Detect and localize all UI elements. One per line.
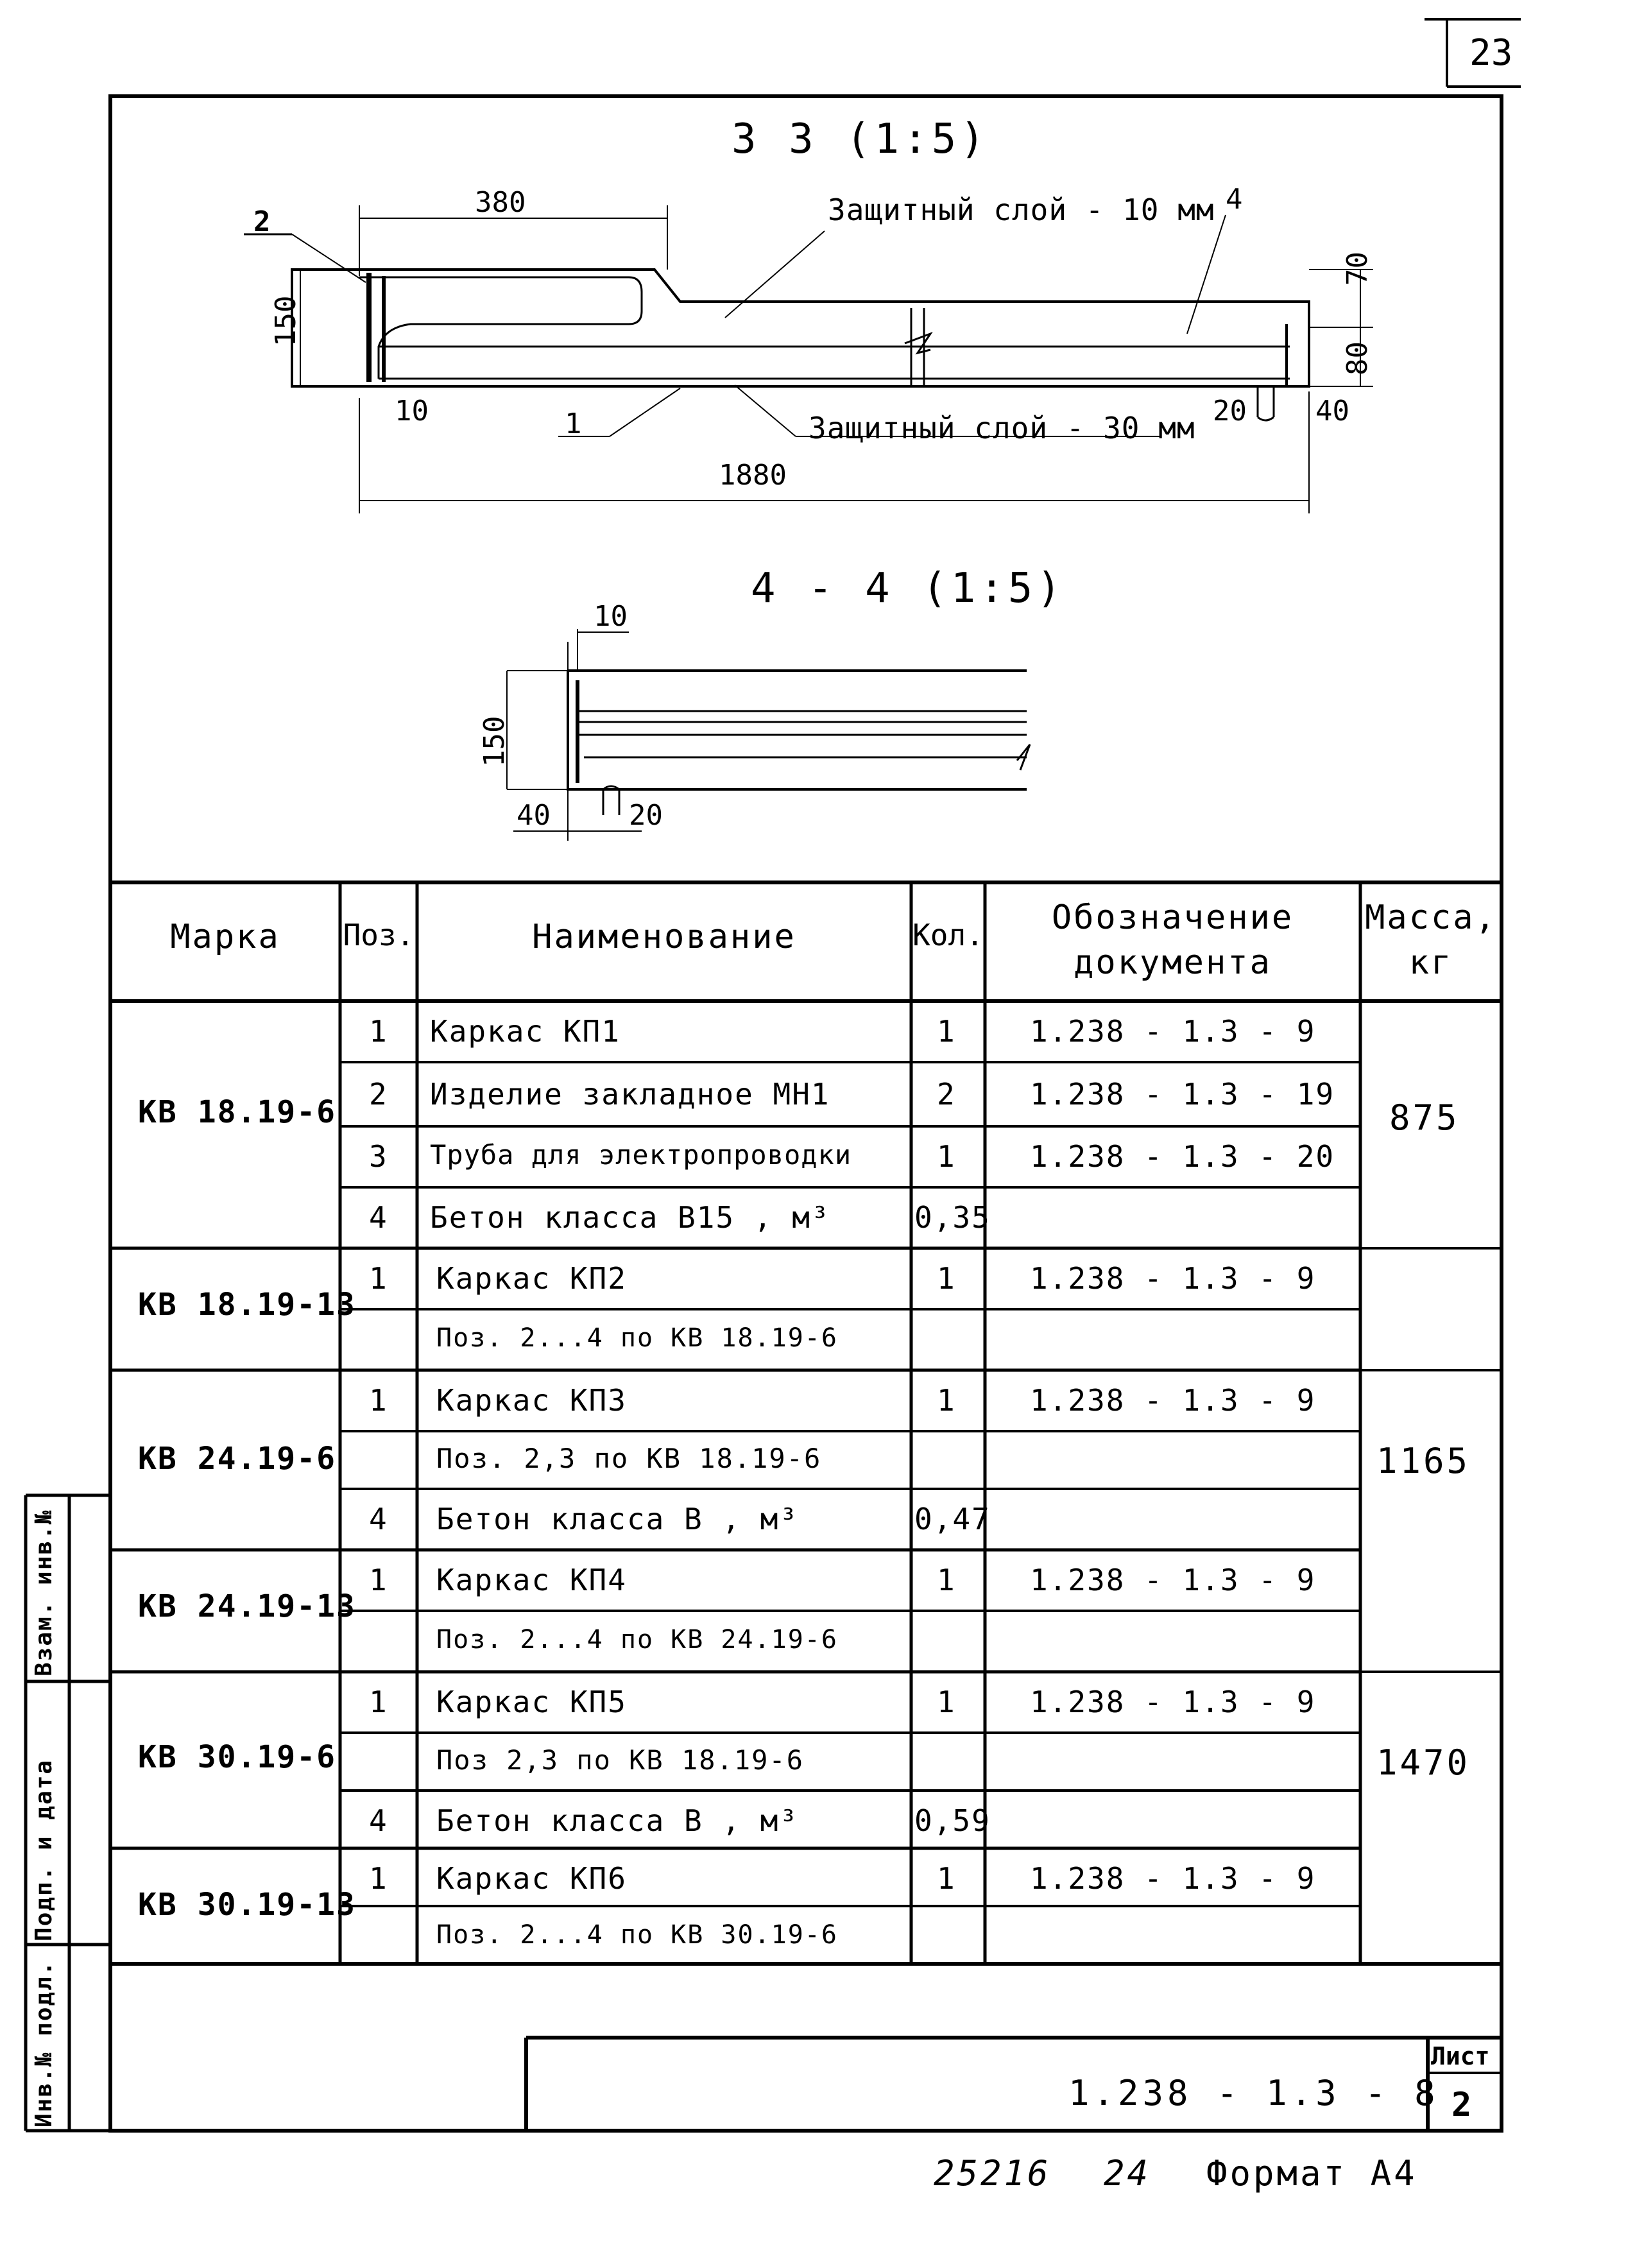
side-stamp-inv-orig: Инв.№ подл. (31, 1960, 57, 2127)
row-name: Поз. 2...4 по КВ 18.19-6 (436, 1323, 838, 1353)
row-qty: 2 (937, 1077, 956, 1112)
row-qty: 1 (937, 1563, 956, 1597)
header-mass-line2: кг (1408, 943, 1453, 982)
row-qty: 0,35 (914, 1200, 991, 1235)
row-name: Каркас КП1 (430, 1014, 620, 1049)
mark-kv-18-19-13: КВ 18.19-13 (138, 1287, 356, 1323)
row-name: Труба для электропроводки (430, 1139, 852, 1171)
dim-4-20: 20 (629, 799, 663, 832)
row-qty: 1 (937, 1139, 956, 1174)
dim-380: 380 (475, 186, 526, 219)
header-doc-line1: Обозначение (1051, 898, 1294, 937)
row-name: Каркас КП2 (436, 1261, 627, 1296)
side-stamp-sign-date: Подп. и дата (31, 1758, 57, 1941)
mark-kv-30-19-13: КВ 30.19-13 (138, 1887, 356, 1923)
row-doc: 1.238 - 1.3 - 9 (1030, 1861, 1316, 1896)
row-qty: 0,47 (914, 1502, 991, 1536)
section-4-title: 4 - 4 (1:5) (751, 565, 1065, 612)
row-pos: 3 (369, 1139, 388, 1174)
dim-70: 70 (1341, 252, 1374, 286)
dim-1880: 1880 (719, 459, 787, 492)
row-pos: 1 (369, 1861, 388, 1896)
note-cover-10mm: Защитный слой - 10 мм (828, 193, 1215, 227)
mass-kv-30-19-6: 1470 (1376, 1742, 1471, 1783)
row-pos: 1 (369, 1014, 388, 1049)
mark-kv-24-19-6: КВ 24.19-6 (138, 1441, 336, 1477)
mass-kv-24-19-6: 1165 (1376, 1441, 1471, 1481)
row-pos: 2 (369, 1077, 388, 1112)
row-pos: 4 (369, 1803, 388, 1838)
page-number: 23 (1469, 32, 1513, 74)
row-name: Каркас КП3 (436, 1383, 627, 1418)
dim-4-40: 40 (517, 799, 551, 832)
section-3-title: 3 3 (1:5) (732, 116, 989, 163)
row-qty: 1 (937, 1014, 956, 1049)
header-name: Наименование (532, 918, 796, 956)
row-qty: 1 (937, 1861, 956, 1896)
dim-20: 20 (1213, 395, 1247, 427)
row-qty: 1 (937, 1261, 956, 1296)
row-qty: 0,59 (914, 1803, 991, 1838)
row-qty: 1 (937, 1383, 956, 1418)
row-doc: 1.238 - 1.3 - 19 (1030, 1077, 1335, 1112)
row-name: Поз 2,3 по КВ 18.19-6 (436, 1744, 805, 1776)
dim-150: 150 (270, 295, 302, 347)
row-name: Каркас КП6 (436, 1861, 627, 1896)
row-name: Бетон класса В15 , м³ (430, 1200, 830, 1235)
header-mass-line1: Масса, (1365, 898, 1497, 937)
row-name: Поз. 2...4 по КВ 24.19-6 (436, 1625, 838, 1654)
header-qty: Кол. (912, 918, 984, 952)
row-name: Бетон класса В , м³ (436, 1803, 799, 1838)
dim-4-10: 10 (594, 600, 628, 633)
row-doc: 1.238 - 1.3 - 9 (1030, 1685, 1316, 1719)
row-pos: 4 (369, 1200, 388, 1235)
section-3-outline (244, 205, 1373, 513)
row-doc: 1.238 - 1.3 - 9 (1030, 1383, 1316, 1418)
mark-kv-18-19-6: КВ 18.19-6 (138, 1094, 336, 1130)
dim-4-150: 150 (478, 716, 511, 767)
sheet-label: Лист (1431, 2042, 1490, 2070)
footer-format: Формат А4 (1206, 2153, 1417, 2194)
row-name: Поз. 2...4 по КВ 30.19-6 (436, 1920, 838, 1950)
mass-kv-18-19-6: 875 (1389, 1097, 1460, 1138)
footer-inventory: 25216 (934, 2153, 1051, 2194)
row-name: Каркас КП5 (436, 1685, 627, 1719)
row-pos: 1 (369, 1261, 388, 1296)
row-pos: 4 (369, 1502, 388, 1536)
dim-80: 80 (1341, 341, 1374, 375)
row-name: Поз. 2,3 по КВ 18.19-6 (436, 1443, 822, 1474)
side-stamp-vzam: Взам. инв.№ (31, 1509, 57, 1676)
dim-40: 40 (1315, 395, 1349, 427)
header-pos: Поз. (343, 918, 415, 952)
row-pos: 1 (369, 1685, 388, 1719)
row-name: Каркас КП4 (436, 1563, 627, 1597)
row-doc: 1.238 - 1.3 - 9 (1030, 1014, 1316, 1049)
position-1-label: 1 (565, 408, 582, 440)
note-cover-30mm: Защитный слой - 30 мм (809, 411, 1195, 445)
row-doc: 1.238 - 1.3 - 9 (1030, 1563, 1316, 1597)
mark-kv-24-19-13: КВ 24.19-13 (138, 1588, 356, 1624)
position-2-label: 2 (253, 205, 271, 238)
row-name: Изделие закладное МН1 (430, 1077, 830, 1112)
row-name: Бетон класса В , м³ (436, 1502, 799, 1536)
dim-10: 10 (395, 395, 429, 427)
footer-copy: 24 (1104, 2153, 1151, 2194)
document-code: 1.238 - 1.3 - 8 (1068, 2073, 1439, 2113)
header-doc-line2: документа (1074, 943, 1272, 982)
row-qty: 1 (937, 1685, 956, 1719)
row-pos: 1 (369, 1383, 388, 1418)
row-doc: 1.238 - 1.3 - 9 (1030, 1261, 1316, 1296)
row-pos: 1 (369, 1563, 388, 1597)
position-4-label: 4 (1226, 183, 1243, 216)
header-mark: Марка (170, 918, 280, 956)
mark-kv-30-19-6: КВ 30.19-6 (138, 1739, 336, 1775)
row-doc: 1.238 - 1.3 - 20 (1030, 1139, 1335, 1174)
sheet-number: 2 (1451, 2086, 1472, 2124)
section-4-outline (507, 629, 1030, 841)
